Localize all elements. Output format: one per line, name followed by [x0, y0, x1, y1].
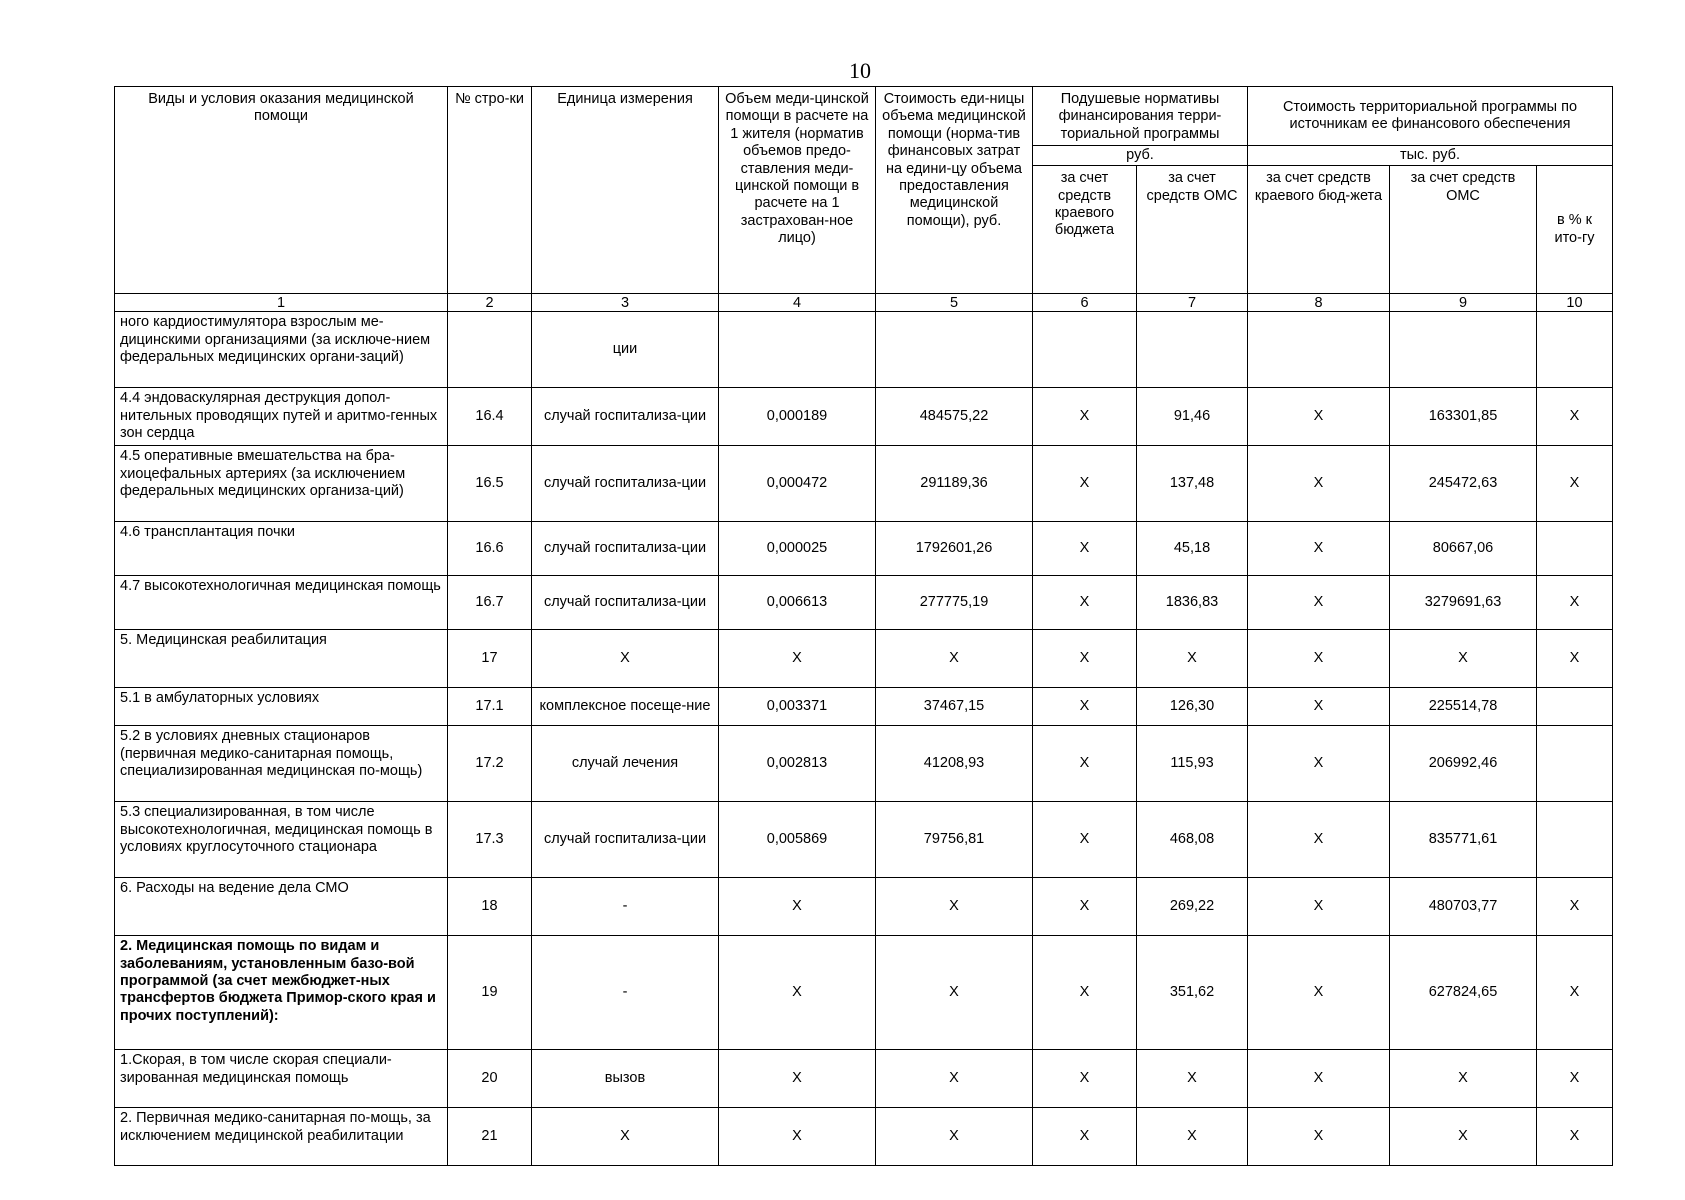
- header-col6: за счет средств краевого бюджета: [1033, 166, 1137, 294]
- row-name: 2. Первичная медико-санитарная по-мощь, за исключением медицинской реабилитации: [115, 1108, 448, 1166]
- header-col5: Стоимость еди-ницы объема медицинской помощи (норма-тив финансовых затрат на едини-цу объема предоставления медицинской помощи), руб.: [876, 87, 1033, 294]
- row-unit-cost: 1792601,26: [876, 522, 1033, 576]
- row-percent: X: [1537, 1050, 1613, 1108]
- row-norm-kb: X: [1033, 388, 1137, 446]
- row-number: 17.2: [448, 726, 532, 802]
- colnum-10: 10: [1537, 294, 1613, 312]
- row-name: 5.2 в условиях дневных стационаров (первичная медико-санитарная помощь, специализированная медицинская по-мощь): [115, 726, 448, 802]
- row-norm-kb: X: [1033, 878, 1137, 936]
- row-norm-kb: [1033, 312, 1137, 388]
- row-norm-oms: X: [1137, 1108, 1248, 1166]
- row-cost-oms: 627824,65: [1390, 936, 1537, 1050]
- row-cost-oms: 245472,63: [1390, 446, 1537, 522]
- row-norm-kb: X: [1033, 726, 1137, 802]
- row-norm-kb: X: [1033, 802, 1137, 878]
- row-cost-kb: X: [1248, 878, 1390, 936]
- table-row: [115, 1050, 1613, 1108]
- row-name: 4.5 оперативные вмешательства на бра-хиоцефальных артериях (за исключением федеральных медицинских организа-ций): [115, 446, 448, 522]
- row-unit-cost: X: [876, 878, 1033, 936]
- row-percent: X: [1537, 878, 1613, 936]
- page-number: 10: [849, 58, 871, 83]
- row-norm-oms: X: [1137, 630, 1248, 688]
- colnum-9: 9: [1390, 294, 1537, 312]
- row-volume: X: [719, 1050, 876, 1108]
- header-row-1: [115, 87, 1613, 146]
- row-percent: [1537, 726, 1613, 802]
- row-number: 16.7: [448, 576, 532, 630]
- row-number: 17.3: [448, 802, 532, 878]
- row-norm-kb: X: [1033, 522, 1137, 576]
- row-number: 18: [448, 878, 532, 936]
- row-unit: случай госпитализа-ции: [532, 388, 719, 446]
- row-cost-oms: X: [1390, 630, 1537, 688]
- row-percent: X: [1537, 576, 1613, 630]
- row-norm-oms: 91,46: [1137, 388, 1248, 446]
- header-col7: за счет средств ОМС: [1137, 166, 1248, 294]
- row-cost-kb: X: [1248, 522, 1390, 576]
- row-percent: X: [1537, 446, 1613, 522]
- table-row: [115, 630, 1613, 688]
- row-unit: случай госпитализа-ции: [532, 802, 719, 878]
- row-cost-kb: X: [1248, 630, 1390, 688]
- colnum-8: 8: [1248, 294, 1390, 312]
- row-norm-oms: 269,22: [1137, 878, 1248, 936]
- row-unit: случай госпитализа-ции: [532, 446, 719, 522]
- row-name: ного кардиостимулятора взрослым ме-дицинскими организациями (за исключе-нием федеральных медицинских органи-заций): [115, 312, 448, 388]
- row-cost-kb: X: [1248, 1050, 1390, 1108]
- row-unit: случай госпитализа-ции: [532, 576, 719, 630]
- table-row: [115, 576, 1613, 630]
- row-name: 5. Медицинская реабилитация: [115, 630, 448, 688]
- row-norm-kb: X: [1033, 1108, 1137, 1166]
- row-name: 4.6 трансплантация почки: [115, 522, 448, 576]
- row-name: 4.7 высокотехнологичная медицинская помощь: [115, 576, 448, 630]
- row-number: 17.1: [448, 688, 532, 726]
- row-cost-kb: [1248, 312, 1390, 388]
- row-volume: X: [719, 878, 876, 936]
- row-volume: 0,003371: [719, 688, 876, 726]
- row-cost-kb: X: [1248, 1108, 1390, 1166]
- table-row: [115, 446, 1613, 522]
- row-unit-cost: X: [876, 630, 1033, 688]
- row-norm-oms: 468,08: [1137, 802, 1248, 878]
- row-volume: 0,000025: [719, 522, 876, 576]
- row-name: 2. Медицинская помощь по видам и заболеваниям, установленным базо-вой программой (за счет межбюджет-ных трансфертов бюджета Примор-ского края и прочих поступлений):: [115, 936, 448, 1050]
- colnum-5: 5: [876, 294, 1033, 312]
- row-percent: [1537, 802, 1613, 878]
- row-unit: комплексное посеще-ние: [532, 688, 719, 726]
- row-norm-kb: X: [1033, 446, 1137, 522]
- row-volume: 0,000472: [719, 446, 876, 522]
- header-col1: Виды и условия оказания медицинской помощи: [115, 87, 448, 294]
- row-percent: [1537, 522, 1613, 576]
- row-norm-oms: X: [1137, 1050, 1248, 1108]
- table-row: [115, 726, 1613, 802]
- row-number: 16.4: [448, 388, 532, 446]
- row-name: 1.Скорая, в том числе скорая специали-зированная медицинская помощь: [115, 1050, 448, 1108]
- row-unit: случай лечения: [532, 726, 719, 802]
- row-norm-oms: 115,93: [1137, 726, 1248, 802]
- row-name: 4.4 эндоваскулярная деструкция допол-нительных проводящих путей и аритмо-генных зон сердца: [115, 388, 448, 446]
- row-cost-oms: [1390, 312, 1537, 388]
- row-cost-oms: 225514,78: [1390, 688, 1537, 726]
- row-number: 16.6: [448, 522, 532, 576]
- row-percent: [1537, 688, 1613, 726]
- row-unit-cost: 41208,93: [876, 726, 1033, 802]
- row-unit: случай госпитализа-ции: [532, 522, 719, 576]
- row-cost-kb: X: [1248, 802, 1390, 878]
- header-col10: в % к ито-гу: [1537, 166, 1613, 294]
- row-volume: X: [719, 630, 876, 688]
- header-col8: за счет средств краевого бюд-жета: [1248, 166, 1390, 294]
- header-col4: Объем меди-цинской помощи в расчете на 1 жителя (норматив объемов предо-ставления меди-цинской помощи в расчете на 1 застрахован-ное лицо): [719, 87, 876, 294]
- row-percent: [1537, 312, 1613, 388]
- row-norm-oms: 45,18: [1137, 522, 1248, 576]
- row-number: [448, 312, 532, 388]
- table-row: [115, 878, 1613, 936]
- row-volume: 0,002813: [719, 726, 876, 802]
- row-cost-oms: 480703,77: [1390, 878, 1537, 936]
- row-unit-cost: [876, 312, 1033, 388]
- colnum-7: 7: [1137, 294, 1248, 312]
- row-norm-oms: 126,30: [1137, 688, 1248, 726]
- row-cost-kb: X: [1248, 936, 1390, 1050]
- row-norm-oms: [1137, 312, 1248, 388]
- row-unit-cost: 484575,22: [876, 388, 1033, 446]
- row-cost-oms: 3279691,63: [1390, 576, 1537, 630]
- row-norm-kb: X: [1033, 630, 1137, 688]
- row-percent: X: [1537, 936, 1613, 1050]
- row-unit-cost: X: [876, 1050, 1033, 1108]
- row-unit-cost: 277775,19: [876, 576, 1033, 630]
- row-unit-cost: X: [876, 936, 1033, 1050]
- header-norm-unit: руб.: [1033, 146, 1248, 166]
- row-number: 19: [448, 936, 532, 1050]
- row-norm-kb: X: [1033, 936, 1137, 1050]
- row-cost-kb: X: [1248, 388, 1390, 446]
- header-group-norm: Подушевые нормативы финансирования терри-ториальной программы: [1033, 87, 1248, 146]
- row-number: 20: [448, 1050, 532, 1108]
- row-norm-kb: X: [1033, 576, 1137, 630]
- row-unit: вызов: [532, 1050, 719, 1108]
- row-unit: X: [532, 1108, 719, 1166]
- table-row: [115, 312, 1613, 388]
- table-row: [115, 1108, 1613, 1166]
- row-norm-oms: 137,48: [1137, 446, 1248, 522]
- row-norm-oms: 351,62: [1137, 936, 1248, 1050]
- row-unit: -: [532, 878, 719, 936]
- row-cost-oms: 835771,61: [1390, 802, 1537, 878]
- row-unit-cost: 79756,81: [876, 802, 1033, 878]
- table-row: [115, 936, 1613, 1050]
- row-norm-kb: X: [1033, 1050, 1137, 1108]
- colnum-6: 6: [1033, 294, 1137, 312]
- row-unit-cost: X: [876, 1108, 1033, 1166]
- row-volume: 0,005869: [719, 802, 876, 878]
- row-unit-cost: 291189,36: [876, 446, 1033, 522]
- row-name: 5.1 в амбулаторных условиях: [115, 688, 448, 726]
- row-cost-oms: X: [1390, 1108, 1537, 1166]
- row-unit: X: [532, 630, 719, 688]
- header-col2: № стро-ки: [448, 87, 532, 294]
- colnum-3: 3: [532, 294, 719, 312]
- table-row: [115, 388, 1613, 446]
- row-unit: -: [532, 936, 719, 1050]
- row-number: 17: [448, 630, 532, 688]
- row-number: 21: [448, 1108, 532, 1166]
- row-name: 6. Расходы на ведение дела СМО: [115, 878, 448, 936]
- row-unit: ции: [532, 312, 719, 388]
- table-row: [115, 522, 1613, 576]
- row-cost-oms: 163301,85: [1390, 388, 1537, 446]
- header-col3: Единица измерения: [532, 87, 719, 294]
- row-cost-kb: X: [1248, 688, 1390, 726]
- header-group-cost: Стоимость территориальной программы по источникам ее финансового обеспечения: [1248, 87, 1613, 146]
- row-name: 5.3 специализированная, в том числе высокотехнологичная, медицинская помощь в условиях круглосуточного стационара: [115, 802, 448, 878]
- row-volume: [719, 312, 876, 388]
- header-col9: за счет средств ОМС: [1390, 166, 1537, 294]
- row-cost-oms: X: [1390, 1050, 1537, 1108]
- row-percent: X: [1537, 630, 1613, 688]
- column-numbers-row: [115, 294, 1613, 312]
- row-cost-kb: X: [1248, 446, 1390, 522]
- row-cost-oms: 206992,46: [1390, 726, 1537, 802]
- row-percent: X: [1537, 388, 1613, 446]
- row-volume: 0,000189: [719, 388, 876, 446]
- financing-table: [114, 86, 1613, 1166]
- colnum-4: 4: [719, 294, 876, 312]
- row-number: 16.5: [448, 446, 532, 522]
- row-unit-cost: 37467,15: [876, 688, 1033, 726]
- row-volume: X: [719, 1108, 876, 1166]
- row-cost-kb: X: [1248, 726, 1390, 802]
- row-norm-kb: X: [1033, 688, 1137, 726]
- header-cost-unit: тыс. руб.: [1248, 146, 1613, 166]
- colnum-1: 1: [115, 294, 448, 312]
- colnum-2: 2: [448, 294, 532, 312]
- row-norm-oms: 1836,83: [1137, 576, 1248, 630]
- row-volume: X: [719, 936, 876, 1050]
- table-row: [115, 688, 1613, 726]
- row-percent: X: [1537, 1108, 1613, 1166]
- table-row: [115, 802, 1613, 878]
- row-cost-oms: 80667,06: [1390, 522, 1537, 576]
- row-cost-kb: X: [1248, 576, 1390, 630]
- row-volume: 0,006613: [719, 576, 876, 630]
